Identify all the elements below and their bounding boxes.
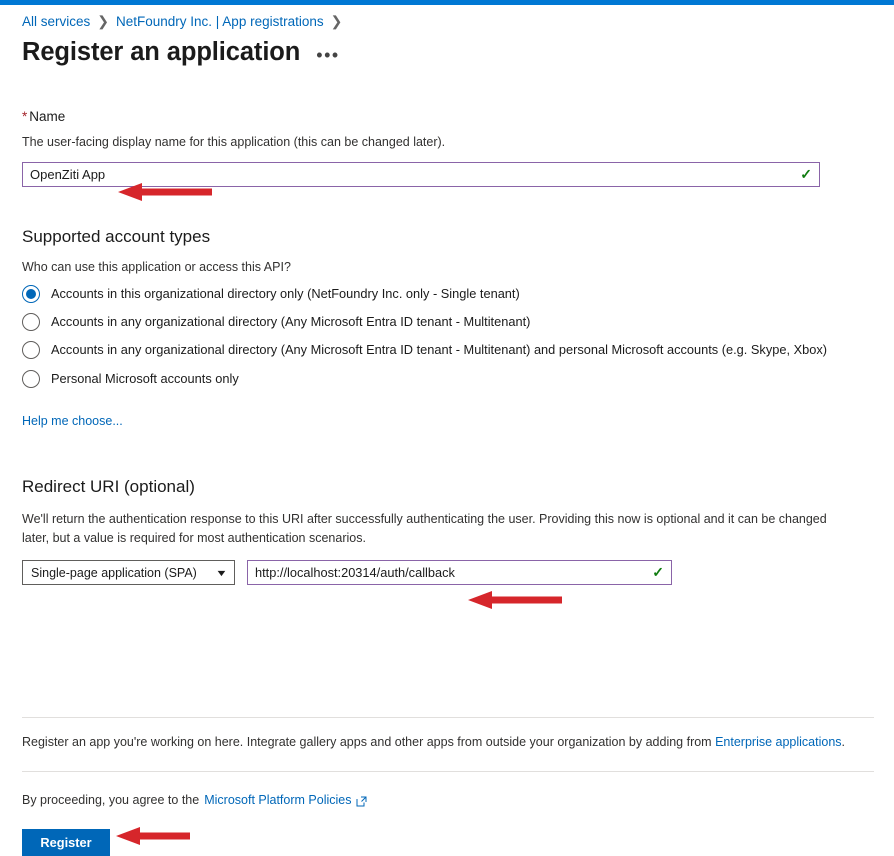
redirect-uri-row — [22, 560, 872, 585]
microsoft-platform-policies-link[interactable]: Microsoft Platform Policies — [204, 793, 352, 807]
redirect-uri-input-wrapper[interactable] — [247, 560, 672, 585]
radio-option-multitenant-personal[interactable] — [22, 341, 872, 359]
page-title-row — [0, 30, 894, 67]
breadcrumb-separator-icon: ❯ — [97, 13, 109, 29]
radio-option-label: Accounts in this organizational directory only (NetFoundry Inc. only - Single tenant) — [51, 286, 520, 302]
footer-note-period: . — [841, 735, 846, 749]
register-application-page — [0, 5, 894, 853]
supported-account-types-question: Who can use this application or access this API? — [22, 260, 291, 275]
radio-option-single-tenant[interactable] — [22, 285, 872, 303]
annotation-arrow-redirect-uri — [468, 589, 563, 611]
valid-check-icon: ✓ — [800, 166, 812, 183]
radio-icon-selected[interactable] — [22, 285, 40, 303]
breadcrumb — [0, 5, 894, 30]
name-input-wrapper[interactable] — [22, 162, 820, 187]
platform-select[interactable] — [22, 560, 235, 585]
radio-icon[interactable] — [22, 341, 40, 359]
chevron-down-icon[interactable]: ▼ — [215, 567, 229, 578]
redirect-uri-input[interactable] — [248, 561, 652, 584]
policy-prefix-text: By proceeding, you agree to the — [22, 793, 200, 807]
breadcrumb-separator-icon: ❯ — [330, 13, 343, 29]
radio-option-multitenant[interactable] — [22, 313, 872, 331]
supported-account-types-heading: Supported account types — [22, 227, 211, 247]
required-indicator: * — [22, 109, 28, 124]
register-button[interactable]: Register — [22, 829, 110, 856]
radio-option-label: Accounts in any organizational directory (Any Microsoft Entra ID tenant - Multitenant) — [51, 314, 531, 330]
divider — [22, 771, 874, 772]
more-options-icon[interactable]: ••• — [316, 45, 340, 65]
name-field-description: The user-facing display name for this application (this can be changed later). — [22, 135, 446, 149]
breadcrumb-item-app-registrations[interactable]: NetFoundry Inc. | App registrations — [116, 14, 324, 29]
radio-icon[interactable] — [22, 370, 40, 388]
help-me-choose-link[interactable]: Help me choose... — [22, 413, 123, 428]
platform-select-value: Single-page application (SPA) — [31, 565, 197, 580]
radio-icon[interactable] — [22, 313, 40, 331]
name-input[interactable] — [23, 163, 800, 186]
form-content — [0, 109, 894, 585]
name-label-text: Name — [29, 109, 66, 124]
radio-option-personal-only[interactable] — [22, 370, 872, 388]
valid-check-icon: ✓ — [652, 564, 664, 581]
external-link-icon — [356, 796, 367, 807]
radio-option-label: Accounts in any organizational directory (Any Microsoft Entra ID tenant - Multitenant) and personal Microsoft accounts (e.g. Skype, Xbox) — [51, 342, 827, 358]
footer-note-text: Register an app you're working on here. Integrate gallery apps and other apps from outside your organization by adding from — [22, 735, 716, 749]
policy-agreement — [22, 793, 367, 807]
breadcrumb-item-all-services[interactable]: All services — [22, 14, 91, 29]
page-title: Register an application — [22, 38, 301, 66]
name-field-label — [22, 109, 872, 124]
annotation-arrow-register-button — [116, 825, 191, 847]
divider — [22, 717, 874, 718]
redirect-uri-heading: Redirect URI (optional) — [22, 476, 195, 496]
account-types-radio-group[interactable] — [22, 285, 872, 388]
radio-option-label: Personal Microsoft accounts only — [51, 370, 239, 386]
redirect-uri-description: We'll return the authentication response to this URI after successfully authenticating the user. Providing this now is optional and it can be changed later, but a value is required for most authentication scenarios. — [22, 511, 827, 545]
enterprise-applications-link[interactable]: Enterprise applications — [715, 735, 842, 749]
footer-note — [22, 734, 882, 752]
